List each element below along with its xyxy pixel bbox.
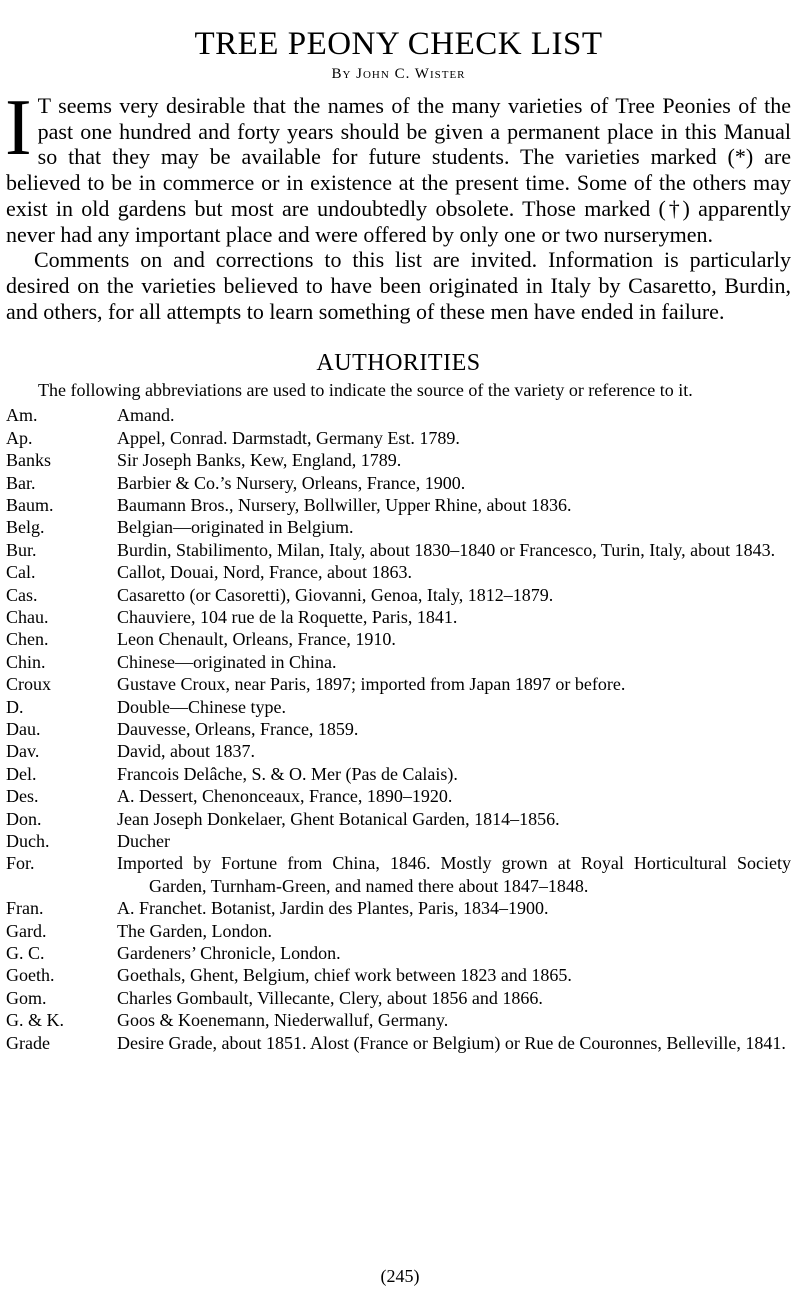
- abbreviation-entry: [6, 516, 791, 538]
- page-number: (245): [380, 1266, 420, 1286]
- abbreviation-entry: [6, 897, 791, 919]
- abbreviation-entry: [6, 718, 791, 740]
- abbreviation-code: Chen.: [6, 629, 49, 650]
- drop-cap: I: [5, 84, 32, 172]
- abbreviation-code: Banks: [6, 450, 51, 471]
- abbreviation-code: Goeth.: [6, 965, 55, 986]
- abbreviation-description: Charles Gombault, Villecante, Clery, about 1856 and 1866.: [117, 987, 543, 1008]
- abbreviation-entry: [6, 920, 791, 942]
- abbreviation-description: Gardeners’ Chronicle, London.: [117, 943, 341, 964]
- abbreviation-description: Baumann Bros., Nursery, Bollwiller, Upper Rhine, about 1836.: [117, 494, 572, 515]
- abbreviation-entry: [6, 830, 791, 852]
- authorities-heading: AUTHORITIES: [316, 350, 481, 377]
- abbreviation-code: For.: [6, 853, 35, 874]
- abbreviation-entry: [6, 404, 791, 426]
- abbreviation-entry: [6, 427, 791, 449]
- abbreviation-entry: [6, 584, 791, 606]
- abbreviation-code: D.: [6, 696, 24, 717]
- abbreviation-description: Desire Grade, about 1851. Alost (France or Belgium) or Rue de Couronnes, Belleville, 1841.: [117, 1032, 786, 1053]
- abbreviation-description: Chauviere, 104 rue de la Roquette, Paris, 1841.: [117, 606, 458, 627]
- abbreviation-code: Gom.: [6, 987, 47, 1008]
- abbreviation-description: Gustave Croux, near Paris, 1897; imported from Japan 1897 or before.: [117, 674, 626, 695]
- abbreviation-code: Am.: [6, 405, 38, 426]
- abbreviation-code: Dau.: [6, 719, 41, 740]
- abbreviation-code: Ap.: [6, 427, 33, 448]
- abbreviation-code: Des.: [6, 786, 39, 807]
- abbreviation-description: Belgian—originated in Belgium.: [117, 517, 354, 538]
- abbreviation-entry: [6, 673, 791, 695]
- abbreviation-entry: [6, 785, 791, 807]
- abbreviation-description: David, about 1837.: [117, 741, 255, 762]
- abbreviation-list: [6, 404, 791, 1054]
- abbreviation-description: Ducher: [117, 831, 170, 852]
- abbreviation-description: Barbier & Co.’s Nursery, Orleans, France, 1900.: [117, 472, 466, 493]
- abbreviation-entry: [6, 852, 791, 897]
- abbreviation-entry: [6, 561, 791, 583]
- abbreviation-code: Bur.: [6, 539, 37, 560]
- abbreviation-code: Cas.: [6, 584, 38, 605]
- abbreviation-code: Chau.: [6, 606, 49, 627]
- abbreviation-entry: [6, 472, 791, 494]
- abbreviation-description: Appel, Conrad. Darmstadt, Germany Est. 1789.: [117, 427, 460, 448]
- abbreviation-entry: [6, 987, 791, 1009]
- abbreviation-entry: [6, 494, 791, 516]
- abbreviation-description: Goos & Koenemann, Niederwalluf, Germany.: [117, 1010, 449, 1031]
- abbreviation-description: A. Dessert, Chenonceaux, France, 1890–1920.: [117, 786, 453, 807]
- abbreviation-entry: [6, 808, 791, 830]
- abbreviation-description: Chinese—originated in China.: [117, 651, 337, 672]
- page-title: TREE PEONY CHECK LIST: [194, 26, 603, 62]
- abbreviation-code: Del.: [6, 763, 37, 784]
- abbreviation-code: G. C.: [6, 943, 45, 964]
- abbreviation-entry: [6, 1032, 791, 1054]
- abbreviation-code: Belg.: [6, 517, 45, 538]
- abbreviation-code: Croux: [6, 674, 51, 695]
- abbreviation-entry: [6, 628, 791, 650]
- authorities-intro: The following abbreviations are used to indicate the source of the variety or reference to it.: [38, 380, 693, 401]
- abbreviation-entry: [6, 606, 791, 628]
- abbreviation-entry: [6, 449, 791, 471]
- abbreviation-code: Baum.: [6, 494, 54, 515]
- intro-paragraph-1: [5, 84, 791, 247]
- abbreviation-description: Dauvesse, Orleans, France, 1859.: [117, 719, 359, 740]
- abbreviation-code: Fran.: [6, 898, 44, 919]
- abbreviation-code: Gard.: [6, 920, 47, 941]
- abbreviation-description: A. Franchet. Botanist, Jardin des Plantes, Paris, 1834–1900.: [117, 898, 549, 919]
- intro-section: [5, 84, 791, 324]
- abbreviation-code: Chin.: [6, 651, 46, 672]
- abbreviation-entry: [6, 763, 791, 785]
- abbreviation-code: G. & K.: [6, 1010, 64, 1031]
- abbreviation-code: Cal.: [6, 562, 36, 583]
- abbreviation-entry: [6, 696, 791, 718]
- abbreviation-entry: [6, 740, 791, 762]
- abbreviation-description: Goethals, Ghent, Belgium, chief work between 1823 and 1865.: [117, 965, 572, 986]
- abbreviation-description: Imported by Fortune from China, 1846. Mostly grown at Royal Horticultural Society Garden, Turnham-Green, and named there about 1847–1848.: [117, 853, 791, 896]
- abbreviation-description: Amand.: [117, 405, 175, 426]
- abbreviation-entry: [6, 1009, 791, 1031]
- abbreviation-entry: [6, 539, 791, 561]
- abbreviation-entry: [6, 942, 791, 964]
- abbreviation-entry: [6, 651, 791, 673]
- author-byline: By John C. Wister: [331, 66, 466, 82]
- abbreviation-code: Dav.: [6, 741, 40, 762]
- abbreviation-code: Grade: [6, 1032, 50, 1053]
- abbreviation-description: Jean Joseph Donkelaer, Ghent Botanical Garden, 1814–1856.: [117, 808, 560, 829]
- abbreviation-code: Bar.: [6, 472, 36, 493]
- abbreviation-code: Duch.: [6, 831, 50, 852]
- abbreviation-description: Double—Chinese type.: [117, 696, 286, 717]
- abbreviation-code: Don.: [6, 808, 42, 829]
- abbreviation-entry: [6, 964, 791, 986]
- abbreviation-description: Sir Joseph Banks, Kew, England, 1789.: [117, 450, 402, 471]
- abbreviation-description: Francois Delâche, S. & O. Mer (Pas de Calais).: [117, 763, 458, 784]
- abbreviation-description: Burdin, Stabilimento, Milan, Italy, about 1830–1840 or Francesco, Turin, Italy, about 1843.: [117, 539, 776, 560]
- abbreviation-description: The Garden, London.: [117, 920, 272, 941]
- abbreviation-description: Leon Chenault, Orleans, France, 1910.: [117, 629, 396, 650]
- intro-paragraph-2: Comments on and corrections to this list are invited. Information is particularly desired on the varieties believed to have been originated in Italy by Casaretto, Burdin, and others, for all attempts to learn something of these men have ended in failure.: [6, 247, 791, 324]
- intro-paragraph-1-text: T seems very desirable that the names of the many varieties of Tree Peonies of the past one hundred and forty years should be given a permanent place in this Manual so that they may be available for future students. The varieties marked (*) are believed to be in commerce or in existence at the present time. Some of the others may exist in old gardens but most are undoubtedly obsolete. Those marked (†) apparently never had any important place and were offered by only one or two nurserymen.: [6, 93, 791, 247]
- abbreviation-description: Callot, Douai, Nord, France, about 1863.: [117, 562, 412, 583]
- abbreviation-description: Casaretto (or Casoretti), Giovanni, Genoa, Italy, 1812–1879.: [117, 584, 554, 605]
